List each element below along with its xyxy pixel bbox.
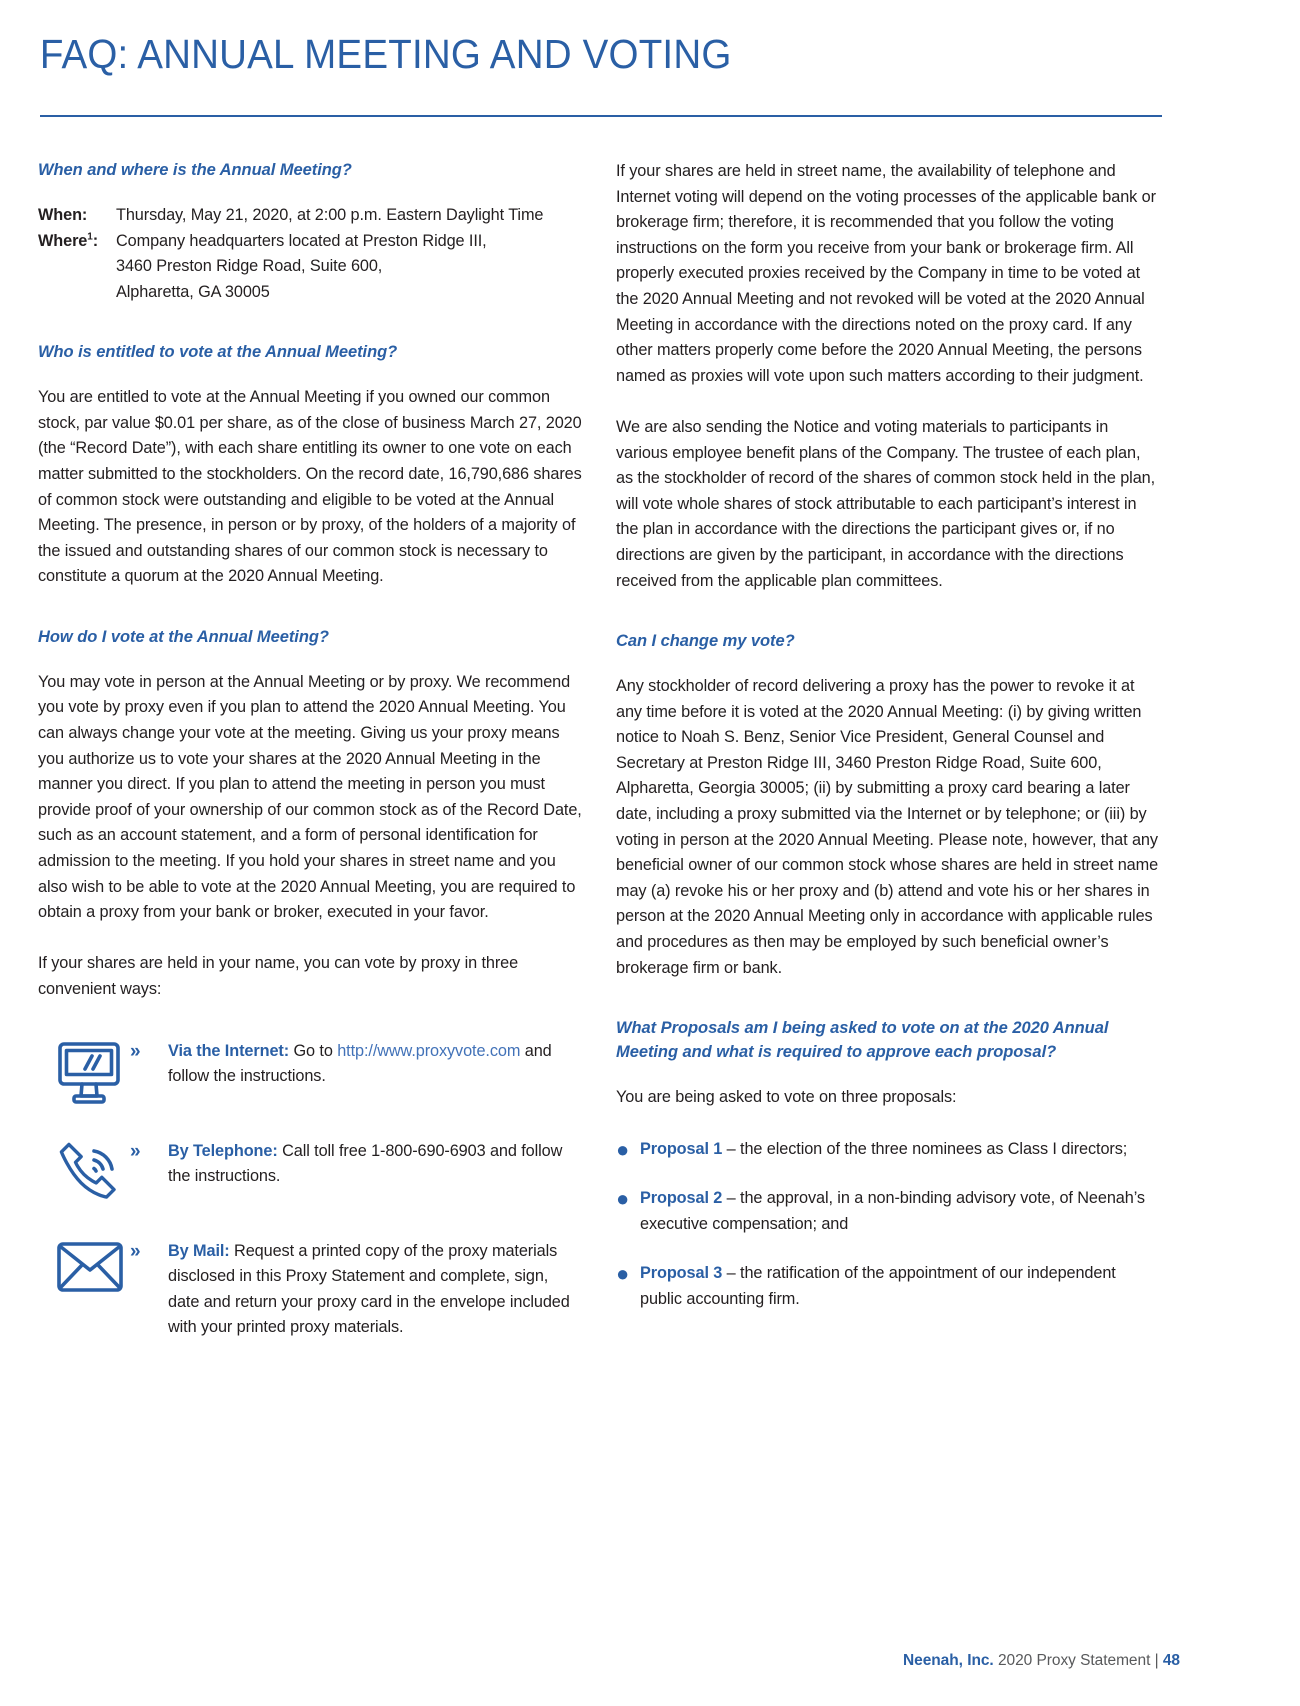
proposals-intro: You are being asked to vote on three proposals: xyxy=(616,1087,957,1106)
where-value xyxy=(116,229,583,306)
voting-method-internet-text xyxy=(168,1037,583,1090)
method-telephone-body: Call toll free 1-800-690-6903 and follow the instructions. xyxy=(168,1141,563,1186)
where-label-text: Where xyxy=(38,231,88,250)
proposal-2-description: – the approval, in a non-binding advisory vote, of Neenah’s executive compensation; and xyxy=(640,1189,1145,1233)
list-item xyxy=(616,1137,1161,1163)
footer-brand: Neenah, Inc. xyxy=(902,1652,994,1669)
when-label: When: xyxy=(38,205,88,224)
right-paragraph-1: If your shares are held in street name, the availability of telephone and Internet voting will depend on the voting processes of the applicable bank or brokerage firm; therefore, it is recommended that you follow the voting instructions on the form you receive from your bank or brokerage firm. All properly executed proxies received by the Company in time to be voted at the 2020 Annual Meeting and not revoked will be voted at the 2020 Annual Meeting in accordance with the directions noted on the proxy card. If any other matters properly come before the 2020 Annual Meeting, the persons named as proxies will vote upon such matters according to their judgment. xyxy=(616,162,1156,385)
table-row xyxy=(38,229,583,306)
spacer xyxy=(616,981,1161,1017)
proposal-3-description: – the ratification of the appointment of our independent public accounting firm. xyxy=(640,1264,1116,1308)
proposal-1-text xyxy=(640,1137,1161,1163)
method-bullet-mail: » xyxy=(130,1240,141,1262)
question-heading-when-where: When and where is the Annual Meeting? xyxy=(38,161,352,179)
method-mail-body: Request a printed copy of the proxy materials disclosed in this Proxy Statement and complete, sign, date and return your proxy card in the envelope included with your printed proxy materials. xyxy=(168,1241,570,1337)
list-item xyxy=(616,1261,1161,1312)
voting-method-telephone-text xyxy=(168,1137,583,1190)
proposal-3-label: Proposal 3 xyxy=(640,1264,723,1283)
method-text-after-link: and follow the instructions. xyxy=(168,1041,552,1086)
spacer xyxy=(38,590,583,626)
voting-method-mail xyxy=(38,1237,583,1341)
page-footer xyxy=(903,1652,1180,1670)
where-line-1: Company headquarters located at Preston Ridge III, xyxy=(116,231,487,250)
footer-doc-title: 2020 Proxy Statement xyxy=(993,1652,1155,1669)
right-column xyxy=(616,159,1161,1313)
how-vote-paragraph-2: If your shares are held in your name, you can vote by proxy in three convenient ways: xyxy=(38,954,519,999)
footer-page-number: 48 xyxy=(1162,1652,1180,1669)
proposal-1-label: Proposal 1 xyxy=(640,1139,723,1158)
page-title: FAQ: ANNUAL MEETING AND VOTING xyxy=(39,31,732,77)
list-item xyxy=(616,1186,1161,1237)
proposal-2-text xyxy=(640,1186,1161,1237)
table-row xyxy=(38,203,583,229)
spacer xyxy=(38,305,583,341)
envelope-icon xyxy=(38,1237,130,1295)
where-label xyxy=(38,229,116,306)
voting-method-mail-text xyxy=(168,1237,583,1341)
method-text-before-link: Go to xyxy=(289,1041,338,1060)
how-vote-paragraph-1: You may vote in person at the Annual Meeting or by proxy. We recommend you vote by proxy even if you plan to attend the 2020 Annual Meeting. You can always change your vote at the meeting. Giving us your proxy means you authorize us to vote your shares at the 2020 Annual Meeting in the manner you direct. If you plan to attend the meeting in person you must provide proof of your ownership of our common stock as of the Record Date, such as an account statement, and a form of personal identification for admission to the meeting. If you hold your shares in street name and you also wish to be able to vote at the 2020 Annual Meeting, you are required to obtain a proxy from your bank or broker, executed in your favor. xyxy=(38,672,582,922)
phone-icon xyxy=(38,1137,130,1207)
spacer xyxy=(616,594,1161,630)
proposal-bullet-3: ● xyxy=(616,1261,630,1287)
proposal-1-description: – the election of the three nominees as Class I directors; xyxy=(722,1139,1128,1158)
where-line-3: Alpharetta, GA 30005 xyxy=(116,282,270,301)
method-label-internet: Via the Internet: xyxy=(168,1041,290,1060)
footer-separator: | xyxy=(1154,1652,1159,1669)
proposal-bullet-2: ● xyxy=(616,1186,630,1212)
question-heading-how-vote: How do I vote at the Annual Meeting? xyxy=(38,627,329,646)
question-heading-proposals: What Proposals am I being asked to vote on at the 2020 Annual Meeting and what is required to approve each proposal? xyxy=(616,1019,1109,1062)
proposal-2-label: Proposal 2 xyxy=(640,1189,723,1208)
proposal-bullet-1: ● xyxy=(616,1136,630,1162)
who-entitled-body: You are entitled to vote at the Annual Meeting if you owned our common stock, par value $0.01 per share, as of the close of business March 27, 2020 (the “Record Date”), with each share entitling its owner to one vote on each matter submitted to the stockholders. On the record date, 16,790,686 shares of common stock were outstanding and eligible to be voted at the Annual Meeting. The presence, in person or by proxy, of the holders of a majority of the issued and outstanding shares of our common stock is necessary to constitute a quorum at the 2020 Annual Meeting. xyxy=(38,388,582,586)
question-heading-who-entitled: Who is entitled to vote at the Annual Meeting? xyxy=(38,343,398,362)
monitor-icon xyxy=(38,1037,130,1107)
method-bullet-telephone: » xyxy=(130,1140,141,1162)
two-column-layout xyxy=(38,159,1180,1341)
change-vote-body: Any stockholder of record delivering a proxy has the power to revoke it at any time before it is voted at the 2020 Annual Meeting: (i) by giving written notice to Noah S. Benz, Senior Vice President, General Counsel and Secretary at Preston Ridge III, 3460 Preston Ridge Road, Suite 600, Alpharetta, Georgia 30005; (ii) by submitting a proxy card bearing a later date, including a proxy submitted via the Internet or by telephone; or (iii) by voting in person at the 2020 Annual Meeting. Please note, however, that any beneficial owner of our common stock whose shares are held in street name may (a) revoke his or her proxy and (b) attend and vote his or her shares in person at the 2020 Annual Meeting only in accordance with applicable rules and procedures as then may be employed by such beneficial owner’s brokerage firm or bank. xyxy=(616,677,1159,977)
voting-methods-list xyxy=(38,1037,583,1341)
proposals-list xyxy=(616,1137,1161,1313)
voting-method-internet xyxy=(38,1037,583,1107)
method-label-mail: By Mail: xyxy=(168,1241,230,1260)
voting-method-telephone xyxy=(38,1137,583,1207)
proposal-3-text xyxy=(640,1261,1161,1312)
left-column xyxy=(38,159,583,1341)
title-divider xyxy=(40,115,1162,117)
method-label-telephone: By Telephone: xyxy=(168,1141,278,1160)
where-label-colon: : xyxy=(92,231,99,250)
meeting-details-table xyxy=(38,203,583,305)
when-value: Thursday, May 21, 2020, at 2:00 p.m. Eastern Daylight Time xyxy=(116,205,544,224)
method-bullet-internet: » xyxy=(130,1040,141,1062)
question-heading-change-vote: Can I change my vote? xyxy=(616,632,795,651)
where-footnote-marker: 1 xyxy=(87,231,93,243)
right-paragraph-2: We are also sending the Notice and voting materials to participants in various employee benefit plans of the Company. The trustee of each plan, as the stockholder of record of the shares of common stock held in the plan, will vote whole shares of stock attributable to each participant’s interest in the plan in accordance with the directions the participant gives or, if no directions are given by the participant, in accordance with the directions received from the applicable plan committees. xyxy=(616,417,1156,590)
proxyvote-link[interactable]: http://www.proxyvote.com xyxy=(337,1041,521,1060)
where-line-2: 3460 Preston Ridge Road, Suite 600, xyxy=(116,257,383,276)
